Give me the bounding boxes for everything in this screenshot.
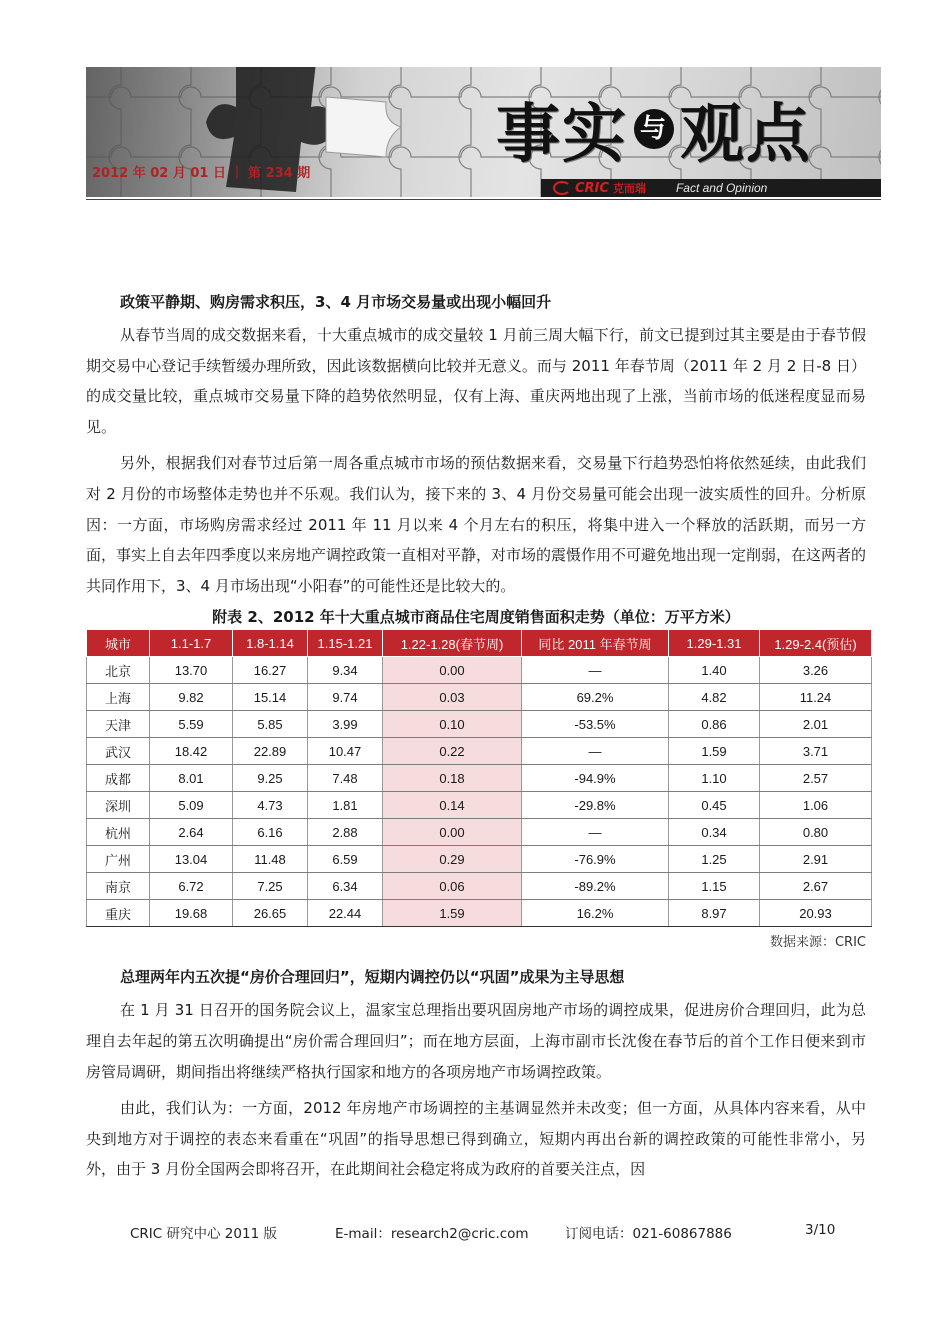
value-cell: 9.82 (150, 684, 233, 711)
cric-cn-name: 克而瑞 (612, 182, 646, 195)
value-cell: — (522, 819, 669, 846)
title-and-badge: 与 (634, 109, 674, 149)
city-cell: 南京 (87, 873, 150, 900)
issue-date: 2012 年 02 月 01 日 ｜ 第 234 期 (92, 166, 311, 181)
value-cell: 6.34 (308, 873, 383, 900)
value-cell: 9.74 (308, 684, 383, 711)
table-row (87, 684, 872, 711)
city-cell: 天津 (87, 711, 150, 738)
value-cell: 22.89 (233, 738, 308, 765)
value-cell: 8.01 (150, 765, 233, 792)
value-cell: 9.34 (308, 657, 383, 684)
value-cell: 0.29 (383, 846, 522, 873)
value-cell: 1.59 (383, 900, 522, 927)
table-row (87, 900, 872, 927)
paragraph: 由此，我们认为：一方面，2012 年房地产市场调控的主基调显然并未改变；但一方面，从具体内容来看，从中央到地方对于调控的表态来看重在“巩固”的指导思想已得到确立，短期内再出台新的调控政策的可能性非常小，另外，由于 3 月份全国两会即将召开，在此期间社会稳定将成为政府的首要关注点，因 (86, 1099, 866, 1179)
value-cell: 6.59 (308, 846, 383, 873)
value-cell: 0.14 (383, 792, 522, 819)
report-body (86, 288, 866, 1185)
value-cell: -53.5% (522, 711, 669, 738)
value-cell: 1.06 (760, 792, 872, 819)
table-row (87, 738, 872, 765)
value-cell: 22.44 (308, 900, 383, 927)
header-divider (86, 199, 881, 200)
value-cell: 2.67 (760, 873, 872, 900)
value-cell: 4.73 (233, 792, 308, 819)
cric-logo-icon (553, 181, 571, 195)
city-cell: 深圳 (87, 792, 150, 819)
col-header: 城市 (87, 630, 150, 657)
table-row (87, 657, 872, 684)
value-cell: 2.91 (760, 846, 872, 873)
value-cell: 1.40 (669, 657, 760, 684)
value-cell: 0.34 (669, 819, 760, 846)
header-banner (86, 67, 881, 197)
city-cell: 北京 (87, 657, 150, 684)
value-cell: 11.48 (233, 846, 308, 873)
col-header: 1.1-1.7 (150, 630, 233, 657)
banner-title (496, 89, 812, 172)
paragraph: 另外，根据我们对春节过后第一周各重点城市市场的预估数据来看，交易量下行趋势恐怕将依然延续，由此我们对 2 月份的市场整体走势也并不乐观。我们认为，接下来的 3、4 月份交易量可能会出现一波实质性的回升。分析原因：一方面，市场购房需求经过 2011 年 11 月以来 4 个月左右的积压，将集中进入一个释放的活跃期，而另一方面，事实上自去年四季度以来房地产调控政策一直相对平静，对市场的震慑作用不可避免地出现一定削弱，在这两者的共同作用下，3、4 月市场出现“小阳春”的可能性还是比较大的。 (86, 454, 867, 595)
value-cell: 0.86 (669, 711, 760, 738)
value-cell: 1.15 (669, 873, 760, 900)
footer-phone: 订阅电话：021-60867886 (565, 1226, 732, 1242)
value-cell: 15.14 (233, 684, 308, 711)
table-row (87, 846, 872, 873)
city-cell: 重庆 (87, 900, 150, 927)
col-header: 同比 2011 年春节周 (522, 630, 669, 657)
value-cell: 2.88 (308, 819, 383, 846)
value-cell: -89.2% (522, 873, 669, 900)
value-cell: 8.97 (669, 900, 760, 927)
value-cell: 2.57 (760, 765, 872, 792)
title-fact: 事实 (496, 98, 628, 172)
value-cell: 3.26 (760, 657, 872, 684)
col-header: 1.15-1.21 (308, 630, 383, 657)
col-header: 1.22-1.28(春节周) (383, 630, 522, 657)
table-row (87, 873, 872, 900)
value-cell: 19.68 (150, 900, 233, 927)
value-cell: -29.8% (522, 792, 669, 819)
title-opinion: 观点 (680, 98, 812, 172)
fact-and-opinion-label: Fact and Opinion (675, 181, 768, 195)
value-cell: 2.64 (150, 819, 233, 846)
value-cell: 0.03 (383, 684, 522, 711)
table-body (87, 657, 872, 927)
value-cell: 0.06 (383, 873, 522, 900)
value-cell: 0.45 (669, 792, 760, 819)
value-cell: 2.01 (760, 711, 872, 738)
data-source: 数据来源：CRIC (769, 935, 866, 951)
table-row (87, 792, 872, 819)
value-cell: 1.10 (669, 765, 760, 792)
value-cell: 1.25 (669, 846, 760, 873)
sales-area-table (86, 629, 872, 927)
value-cell: 10.47 (308, 738, 383, 765)
brand-bar (541, 179, 881, 197)
table-title: 附表 2、2012 年十大重点城市商品住宅周度销售面积走势（单位：万平方米） (212, 608, 740, 627)
value-cell: 20.93 (760, 900, 872, 927)
table-row (87, 765, 872, 792)
value-cell: 3.99 (308, 711, 383, 738)
value-cell: — (522, 657, 669, 684)
footer-email: E-mail：research2@cric.com (335, 1226, 529, 1242)
value-cell: -76.9% (522, 846, 669, 873)
value-cell: 18.42 (150, 738, 233, 765)
value-cell: 0.00 (383, 819, 522, 846)
value-cell: 1.59 (669, 738, 760, 765)
col-header: 1.8-1.14 (233, 630, 308, 657)
footer-org: CRIC 研究中心 2011 版 (130, 1226, 277, 1242)
col-header: 1.29-1.31 (669, 630, 760, 657)
value-cell: 0.80 (760, 819, 872, 846)
city-cell: 武汉 (87, 738, 150, 765)
value-cell: 0.00 (383, 657, 522, 684)
value-cell: 1.81 (308, 792, 383, 819)
value-cell: 0.18 (383, 765, 522, 792)
page-number: 3/10 (805, 1222, 836, 1238)
paragraph: 从春节当周的成交数据来看，十大重点城市的成交量较 1 月前三周大幅下行，前文已提到过其主要是由于春节假期交易中心登记手续暂缓办理所致，因此该数据横向比较并无意义。而与 2011 年春节周（2011 年 2 月 2 日-8 日）的成交量比较，重点城市交易量下降的趋势依然明显，仅有上海、重庆两地出现了上涨，当前市场的低迷程度显而易见。 (86, 326, 866, 436)
value-cell: 13.70 (150, 657, 233, 684)
table-row (87, 711, 872, 738)
value-cell: 13.04 (150, 846, 233, 873)
value-cell: 16.2% (522, 900, 669, 927)
city-cell: 成都 (87, 765, 150, 792)
table-header-row (87, 630, 872, 657)
value-cell: — (522, 738, 669, 765)
city-cell: 上海 (87, 684, 150, 711)
section-heading: 政策平静期、购房需求积压，3、4 月市场交易量或出现小幅回升 (120, 293, 552, 311)
paragraph: 在 1 月 31 日召开的国务院会议上，温家宝总理指出要巩固房地产市场的调控成果，促进房价合理回归，此为总理自去年起的第五次明确提出“房价需合理回归”；而在地方层面，上海市副市长沈俊在春节后的首个工作日便来到市房管局调研，期间指出将继续严格执行国家和地方的各项房地产市场调控政策。 (86, 1001, 866, 1081)
cric-logo-text: CRIC (575, 180, 609, 196)
value-cell: 69.2% (522, 684, 669, 711)
value-cell: 0.22 (383, 738, 522, 765)
value-cell: 5.85 (233, 711, 308, 738)
table-row (87, 819, 872, 846)
value-cell: 7.48 (308, 765, 383, 792)
value-cell: -94.9% (522, 765, 669, 792)
value-cell: 6.72 (150, 873, 233, 900)
value-cell: 7.25 (233, 873, 308, 900)
value-cell: 26.65 (233, 900, 308, 927)
section-heading: 总理两年内五次提“房价合理回归”，短期内调控仍以“巩固”成果为主导思想 (120, 968, 625, 987)
value-cell: 6.16 (233, 819, 308, 846)
value-cell: 0.10 (383, 711, 522, 738)
city-cell: 杭州 (87, 819, 150, 846)
value-cell: 4.82 (669, 684, 760, 711)
cric-logo (553, 181, 609, 196)
value-cell: 5.59 (150, 711, 233, 738)
col-header: 1.29-2.4(预估) (760, 630, 872, 657)
value-cell: 5.09 (150, 792, 233, 819)
value-cell: 11.24 (760, 684, 872, 711)
page-footer (130, 1222, 836, 1242)
value-cell: 9.25 (233, 765, 308, 792)
city-cell: 广州 (87, 846, 150, 873)
value-cell: 16.27 (233, 657, 308, 684)
value-cell: 3.71 (760, 738, 872, 765)
